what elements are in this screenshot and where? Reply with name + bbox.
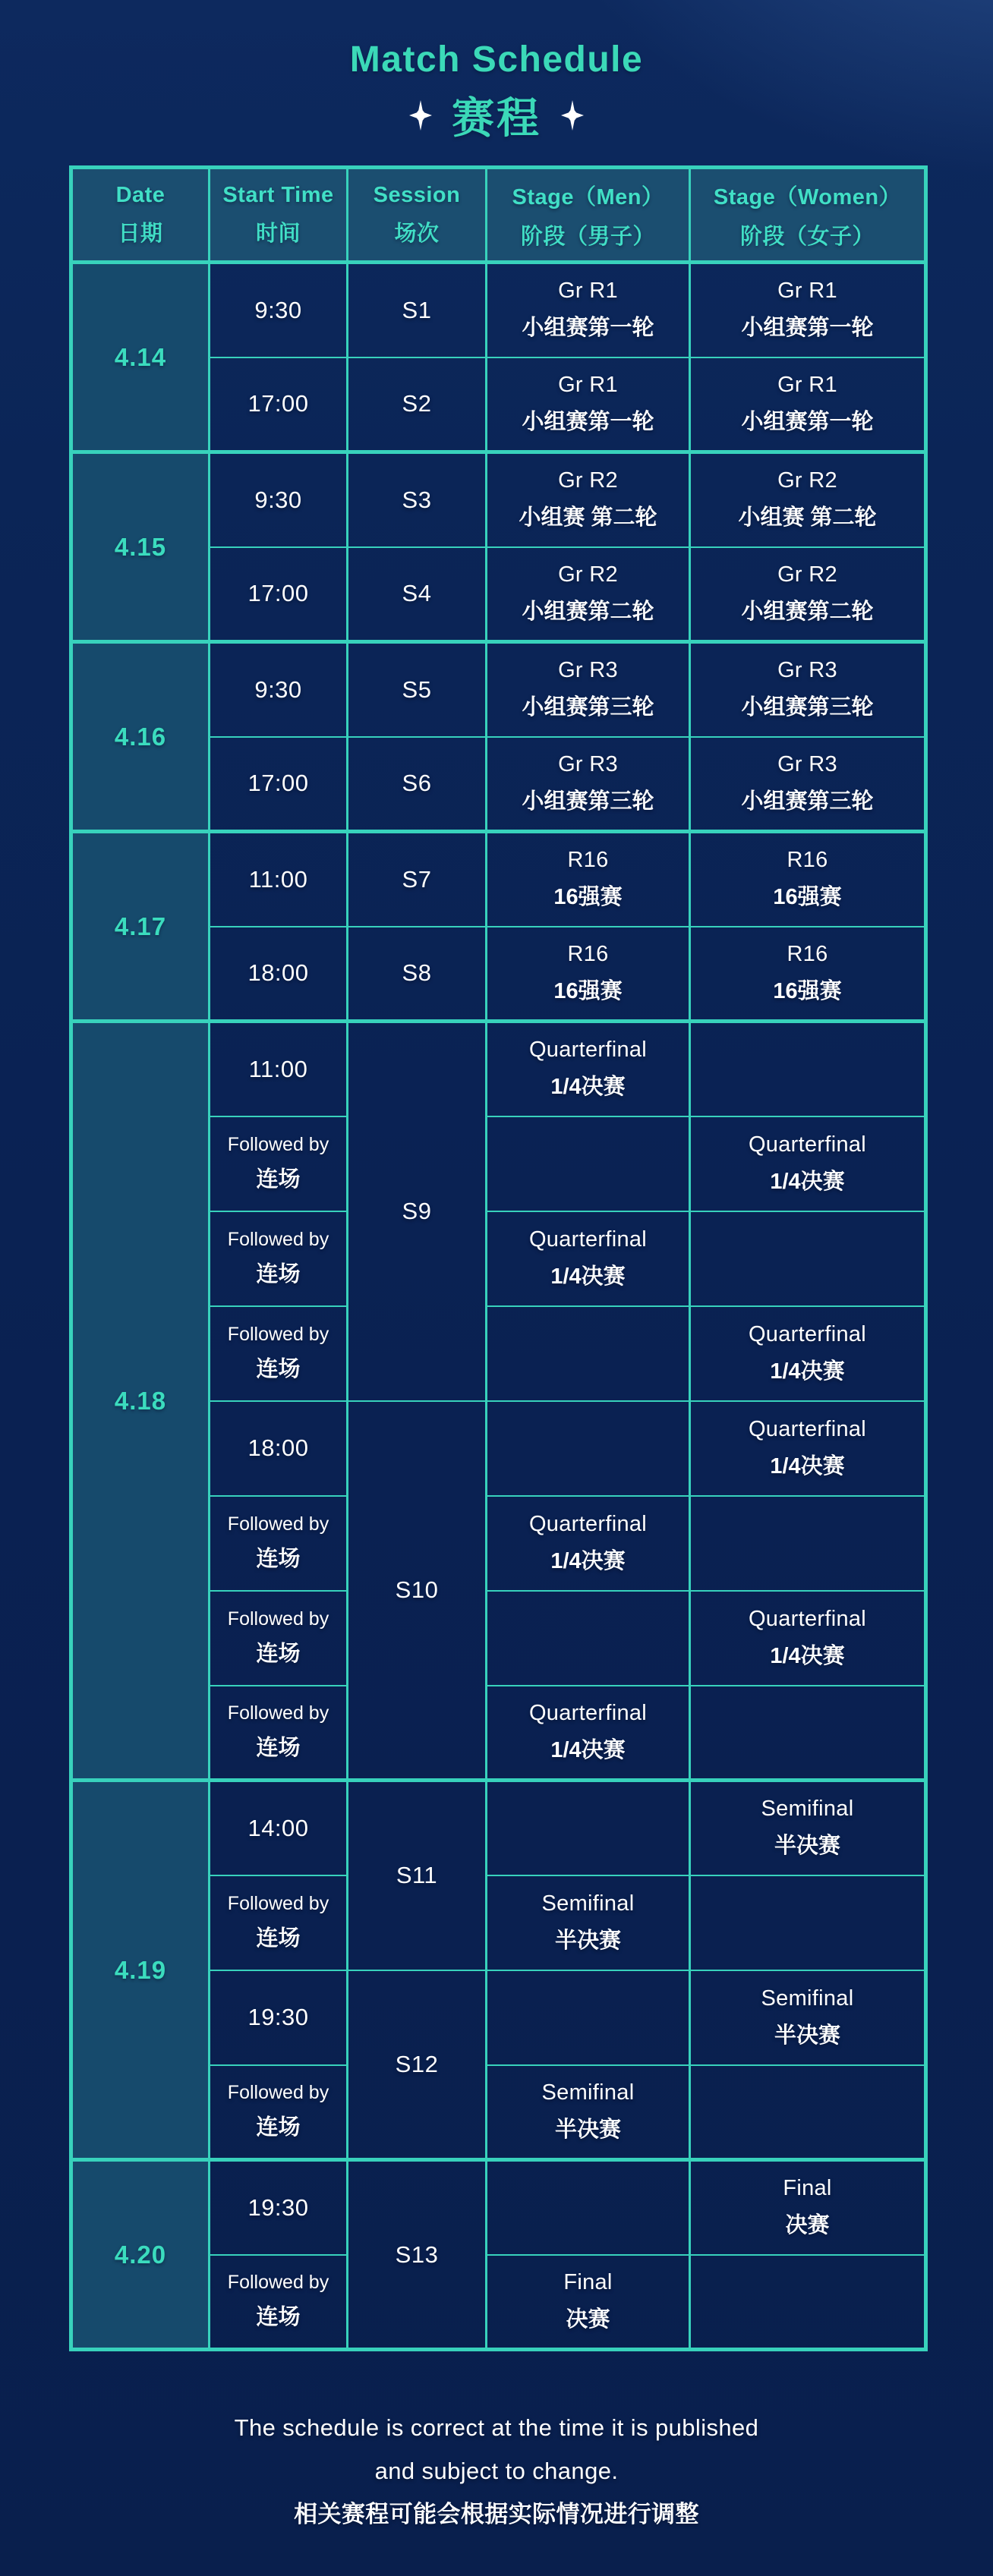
- stage-en: Quarterfinal: [748, 1606, 867, 1631]
- stage-zh: 小组赛第一轮: [522, 409, 654, 434]
- session-cell: [348, 927, 487, 1022]
- header-start-time: [210, 168, 348, 263]
- stage-men-cell: [487, 1401, 690, 1496]
- followed-by-label: Followed by: [227, 1608, 329, 1630]
- session-cell: [348, 832, 487, 927]
- date-label: 4.16: [114, 722, 167, 751]
- session-cell: [348, 547, 487, 642]
- stage-women-cell: [690, 1306, 926, 1401]
- stage-zh: 16强赛: [553, 885, 623, 910]
- stage-zh: 小组赛 第二轮: [738, 505, 877, 531]
- stage-zh: 半决赛: [774, 1834, 840, 1859]
- date-cell: [71, 263, 210, 452]
- stage-men-cell: [487, 1306, 690, 1401]
- header-stage-men-en: Stage（Men）: [512, 184, 664, 209]
- stage-zh: 决赛: [566, 2307, 610, 2332]
- session-cell: [348, 452, 487, 547]
- table-row: [71, 2160, 926, 2255]
- stage-zh: 16强赛: [773, 885, 842, 910]
- session-label: S1: [402, 296, 432, 323]
- time-cell: [210, 1401, 348, 1496]
- followed-by-label: Followed by: [227, 1229, 329, 1250]
- stage-women-cell: [690, 2065, 926, 2160]
- stage-en: Gr R2: [777, 468, 837, 493]
- stage-men-cell: [487, 1781, 690, 1875]
- stage-women-cell: [690, 1970, 926, 2065]
- stage-women-cell: [690, 1496, 926, 1591]
- date-cell: [71, 642, 210, 832]
- followed-by-label-zh: 连场: [256, 1926, 301, 1951]
- followed-by-label-zh: 连场: [256, 1167, 301, 1192]
- table-row: [71, 642, 926, 737]
- session-cell: [348, 1970, 487, 2160]
- stage-men-cell: [487, 1970, 690, 2065]
- stage-en: Gr R1: [558, 372, 618, 397]
- time-label: 18:00: [247, 1434, 309, 1461]
- date-label: 4.20: [114, 2240, 167, 2269]
- stage-men-cell: [487, 547, 690, 642]
- date-label: 4.15: [114, 532, 167, 561]
- stage-en: R16: [787, 848, 828, 873]
- stage-zh: 半决赛: [774, 2023, 840, 2048]
- stage-zh: 小组赛第一轮: [741, 409, 874, 434]
- stage-women-cell: [690, 1401, 926, 1496]
- session-label: S12: [395, 2050, 439, 2077]
- stage-en: Gr R2: [558, 562, 618, 587]
- followed-by-label-zh: 连场: [256, 1642, 301, 1666]
- stage-men-cell: [487, 1211, 690, 1306]
- header-stage-women-zh: 阶段（女子）: [739, 224, 875, 249]
- session-label: S5: [402, 675, 432, 703]
- stage-en: Gr R3: [777, 751, 837, 776]
- stage-zh: 小组赛第一轮: [522, 316, 654, 341]
- stage-women-cell: [690, 2160, 926, 2255]
- stage-zh: 小组赛第三轮: [522, 789, 654, 814]
- stage-en: Gr R1: [558, 279, 618, 304]
- stage-women-cell: [690, 2255, 926, 2350]
- followed-by-label-zh: 连场: [256, 1262, 301, 1286]
- stage-women-cell: [690, 263, 926, 357]
- stage-men-cell: [487, 2160, 690, 2255]
- time-label: 11:00: [248, 865, 308, 893]
- time-cell: [210, 1875, 348, 1970]
- time-cell: [210, 2255, 348, 2350]
- stage-men-cell: [487, 1116, 690, 1211]
- time-cell: [210, 1686, 348, 1781]
- time-label: 9:30: [254, 296, 302, 323]
- stage-men-cell: [487, 263, 690, 357]
- time-cell: [210, 1970, 348, 2065]
- page-title: Match Schedule: [349, 39, 644, 80]
- stage-en: Quarterfinal: [528, 1038, 648, 1063]
- date-label: 4.14: [114, 342, 167, 371]
- session-label: S4: [402, 580, 432, 607]
- header-stage-women-en: Stage（Women）: [713, 184, 902, 209]
- session-label: S8: [402, 959, 432, 987]
- followed-by-label: Followed by: [227, 1513, 329, 1535]
- table-row: [71, 263, 926, 357]
- session-cell: [348, 1022, 487, 1401]
- header-start-time-en: Start Time: [222, 182, 334, 207]
- page-subtitle-text: 赛程: [452, 94, 541, 142]
- session-cell: [348, 642, 487, 737]
- disclaimer-line-2: and subject to change.: [374, 2458, 619, 2484]
- stage-zh: 半决赛: [554, 1928, 621, 1953]
- session-cell: [348, 737, 487, 832]
- session-label: S2: [402, 390, 432, 417]
- stage-women-cell: [690, 1875, 926, 1970]
- time-cell: [210, 547, 348, 642]
- header-stage-men: [487, 168, 690, 263]
- stage-men-cell: [487, 737, 690, 832]
- stage-zh: 1/4决赛: [770, 1643, 845, 1668]
- time-cell: [210, 452, 348, 547]
- session-cell: [348, 357, 487, 452]
- stage-zh: 16强赛: [773, 978, 842, 1003]
- time-cell: [210, 1116, 348, 1211]
- session-label: S9: [402, 1198, 432, 1225]
- stage-women-cell: [690, 1781, 926, 1875]
- date-label: 4.17: [114, 912, 167, 940]
- stage-women-cell: [690, 1686, 926, 1781]
- stage-en: Semifinal: [761, 1797, 854, 1822]
- header-stage-women: [690, 168, 926, 263]
- time-label: 19:30: [247, 2193, 309, 2221]
- time-cell: [210, 1496, 348, 1591]
- date-cell: [71, 452, 210, 642]
- session-label: S7: [402, 865, 432, 893]
- followed-by-label-zh: 连场: [256, 2305, 301, 2330]
- stage-en: R16: [787, 941, 828, 966]
- disclaimer-line-3: 相关赛程可能会根据实际情况进行调整: [294, 2501, 699, 2527]
- header-date: [71, 168, 210, 263]
- schedule-table: [69, 165, 928, 2351]
- table-row: [71, 1781, 926, 1875]
- stage-women-cell: [690, 547, 926, 642]
- header-session-zh: 场次: [394, 221, 440, 246]
- time-label: 19:30: [247, 2004, 309, 2030]
- time-cell: [210, 1591, 348, 1686]
- date-label: 4.18: [114, 1386, 167, 1415]
- time-label: 17:00: [247, 770, 309, 797]
- header-stage-men-zh: 阶段（男子）: [520, 224, 655, 249]
- followed-by-label-zh: 连场: [256, 2115, 301, 2140]
- stage-women-cell: [690, 357, 926, 452]
- stage-en: Quarterfinal: [528, 1511, 648, 1536]
- time-cell: [210, 1781, 348, 1875]
- time-cell: [210, 642, 348, 737]
- session-label: S10: [395, 1576, 439, 1603]
- stage-zh: 决赛: [785, 2213, 830, 2238]
- session-cell: [348, 263, 487, 357]
- stage-women-cell: [690, 832, 926, 927]
- stage-men-cell: [487, 2065, 690, 2160]
- stage-men-cell: [487, 2255, 690, 2350]
- stage-en: Semifinal: [761, 1986, 854, 2011]
- stage-en: R16: [567, 941, 609, 966]
- stage-en: R16: [567, 848, 609, 873]
- stage-zh: 小组赛第二轮: [522, 599, 654, 624]
- stage-men-cell: [487, 357, 690, 452]
- stage-women-cell: [690, 1211, 926, 1306]
- session-label: S13: [395, 2241, 439, 2268]
- stage-zh: 1/4决赛: [550, 1548, 626, 1573]
- time-label: 17:00: [247, 390, 309, 417]
- time-cell: [210, 832, 348, 927]
- table-row: [71, 832, 926, 927]
- header-session-en: Session: [373, 182, 461, 207]
- time-label: 9:30: [254, 675, 302, 703]
- stage-zh: 1/4决赛: [770, 1359, 845, 1384]
- stage-men-cell: [487, 1591, 690, 1686]
- time-label: 18:00: [247, 959, 309, 987]
- stage-zh: 小组赛第三轮: [741, 789, 874, 814]
- stage-zh: 16强赛: [553, 978, 623, 1003]
- table-row: [71, 1022, 926, 1116]
- time-label: 17:00: [247, 580, 309, 607]
- date-cell: [71, 2160, 210, 2350]
- stage-en: Quarterfinal: [748, 1321, 867, 1346]
- time-label: 9:30: [254, 486, 302, 513]
- stage-women-cell: [690, 1116, 926, 1211]
- followed-by-label: Followed by: [227, 2272, 329, 2294]
- date-cell: [71, 1781, 210, 2160]
- stage-en: Quarterfinal: [748, 1416, 867, 1441]
- header-date-en: Date: [115, 182, 166, 207]
- stage-women-cell: [690, 927, 926, 1022]
- time-label: 14:00: [247, 1814, 309, 1841]
- table-row: [71, 452, 926, 547]
- time-cell: [210, 357, 348, 452]
- followed-by-label: Followed by: [227, 2082, 329, 2104]
- session-label: S3: [402, 486, 432, 513]
- stage-women-cell: [690, 1022, 926, 1116]
- stage-en: Quarterfinal: [528, 1227, 648, 1252]
- stage-men-cell: [487, 1496, 690, 1591]
- disclaimer-line-1: The schedule is correct at the time it is published: [234, 2414, 759, 2441]
- session-label: S11: [396, 1862, 438, 1889]
- stage-women-cell: [690, 642, 926, 737]
- time-cell: [210, 1211, 348, 1306]
- stage-zh: 1/4决赛: [770, 1169, 845, 1194]
- stage-women-cell: [690, 737, 926, 832]
- session-cell: [348, 1781, 487, 1970]
- stage-zh: 1/4决赛: [550, 1264, 626, 1289]
- stage-en: Gr R3: [558, 751, 618, 776]
- stage-zh: 1/4决赛: [770, 1453, 845, 1479]
- stage-zh: 半决赛: [554, 2117, 621, 2142]
- session-cell: [348, 2160, 487, 2350]
- stage-men-cell: [487, 832, 690, 927]
- stage-men-cell: [487, 1875, 690, 1970]
- header-row: [71, 168, 926, 263]
- followed-by-label: Followed by: [227, 1324, 329, 1345]
- stage-women-cell: [690, 1591, 926, 1686]
- time-cell: [210, 737, 348, 832]
- followed-by-label-zh: 连场: [256, 1736, 301, 1761]
- stage-men-cell: [487, 642, 690, 737]
- session-label: S6: [402, 770, 432, 797]
- stage-en: Gr R1: [777, 279, 837, 304]
- stage-en: Final: [563, 2269, 613, 2294]
- stage-en: Final: [783, 2176, 832, 2201]
- stage-en: Gr R3: [558, 658, 618, 683]
- stage-zh: 小组赛第二轮: [741, 599, 874, 624]
- stage-en: Gr R2: [558, 468, 618, 493]
- stage-men-cell: [487, 452, 690, 547]
- time-cell: [210, 2160, 348, 2255]
- header-date-zh: 日期: [118, 221, 163, 246]
- page-subtitle: [0, 85, 993, 146]
- stage-zh: 小组赛 第二轮: [519, 505, 657, 531]
- stage-en: Quarterfinal: [748, 1132, 867, 1157]
- stage-en: Quarterfinal: [528, 1700, 648, 1725]
- sparkle-icon: [409, 100, 432, 131]
- followed-by-label: Followed by: [227, 1702, 329, 1724]
- stage-women-cell: [690, 452, 926, 547]
- stage-en: Semifinal: [541, 2080, 635, 2105]
- date-cell: [71, 832, 210, 1022]
- header-start-time-zh: 时间: [255, 221, 301, 246]
- time-cell: [210, 927, 348, 1022]
- time-label: 11:00: [248, 1055, 308, 1082]
- followed-by-label: Followed by: [227, 1134, 329, 1155]
- stage-zh: 1/4决赛: [550, 1737, 626, 1762]
- followed-by-label-zh: 连场: [256, 1357, 301, 1381]
- stage-zh: 1/4决赛: [550, 1075, 626, 1100]
- date-cell: [71, 1022, 210, 1781]
- stage-en: Gr R1: [777, 372, 837, 397]
- stage-zh: 小组赛第三轮: [741, 695, 874, 720]
- stage-en: Gr R3: [777, 658, 837, 683]
- header-session: [348, 168, 487, 263]
- stage-en: Gr R2: [777, 562, 837, 587]
- time-cell: [210, 2065, 348, 2160]
- time-cell: [210, 1306, 348, 1401]
- sparkle-icon: [561, 100, 584, 131]
- stage-men-cell: [487, 1686, 690, 1781]
- followed-by-label-zh: 连场: [256, 1547, 301, 1571]
- stage-men-cell: [487, 1022, 690, 1116]
- date-label: 4.19: [114, 1955, 167, 1984]
- session-cell: [348, 1401, 487, 1781]
- stage-en: Semifinal: [541, 1891, 635, 1916]
- time-cell: [210, 263, 348, 357]
- stage-zh: 小组赛第一轮: [741, 316, 874, 341]
- time-cell: [210, 1022, 348, 1116]
- stage-zh: 小组赛第三轮: [522, 695, 654, 720]
- followed-by-label: Followed by: [227, 1893, 329, 1914]
- stage-men-cell: [487, 927, 690, 1022]
- disclaimer: [0, 2406, 993, 2536]
